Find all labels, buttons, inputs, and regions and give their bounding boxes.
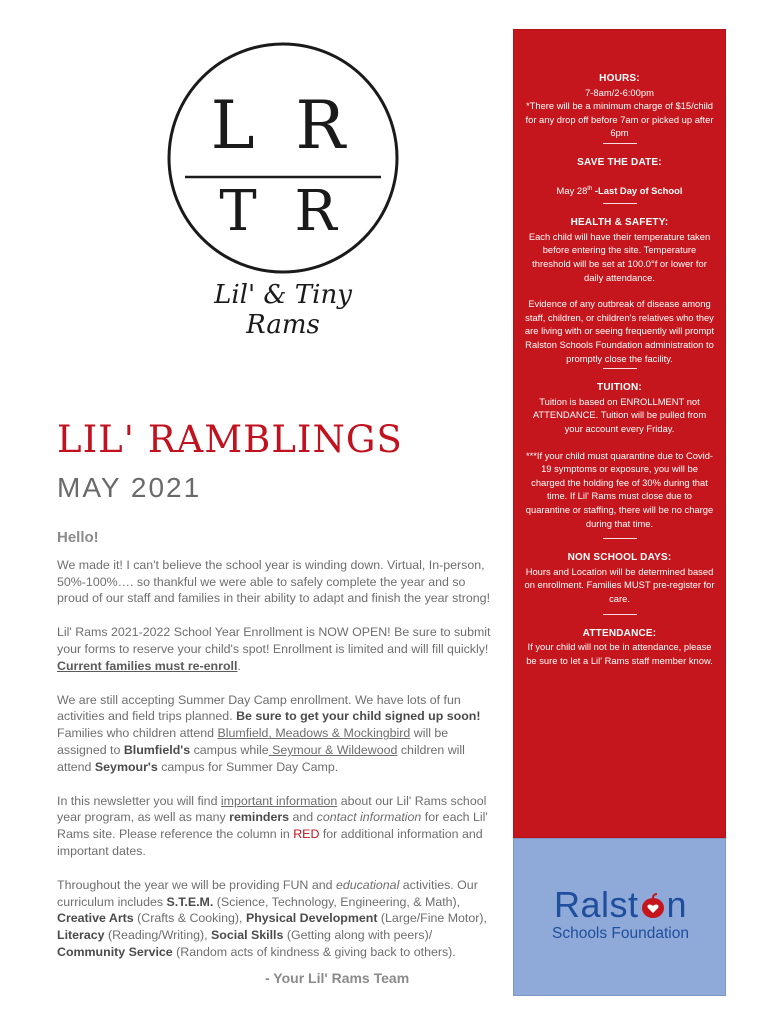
divider	[603, 368, 637, 369]
foundation-subtitle: Schools Foundation	[551, 925, 689, 942]
greeting: Hello!	[57, 529, 99, 546]
newsletter-body	[57, 530, 497, 978]
save-date-text: May 28th -Last Day of School	[556, 184, 683, 196]
re-enroll-notice: Current families must re-enroll	[57, 658, 238, 673]
tuition-heading: TUITION:	[597, 382, 642, 394]
ralston-foundation-logo: Ralst n Schools Foundation	[514, 885, 727, 943]
divider	[603, 614, 637, 615]
hours-note: *There will be a minimum charge of $15/child for any drop off before 7am or picked up after 6pm	[525, 100, 714, 139]
paragraph-newsletter-info: In this newsletter you will find important information about our Lil' Rams school year program, as well as many reminders and contact information for each Lil' Rams site. Please reference the column in RED for additional information and important dates.	[57, 793, 488, 858]
newsletter-title: LIL' RAMBLINGS	[57, 418, 403, 461]
health-safety-section	[514, 216, 725, 369]
save-date-heading: SAVE THE DATE:	[577, 156, 662, 168]
non-school-days-section	[514, 551, 725, 614]
logo-line1: L R	[210, 87, 356, 164]
newsletter-date: MAY 2021	[57, 472, 202, 503]
tuition-quarantine-text: ***If your child must quarantine due to Covid-19 symptoms or exposure, you will be charged the holding fee of 30% during that time. If Lil' Rams must close due to quarantine or staffing, there will be no charge during that time.	[525, 449, 714, 529]
paragraph-curriculum: Throughout the year we will be providing FUN and educational activities. Our curriculum includes S.T.E.M. (Science, Technology, Engineering, & Math), Creative Arts (Crafts & Cooking), Physical Development (Large/Fine Motor), Literacy (Reading/Writing), Social Skills (Getting along with peers)/ Community Service (Random acts of kindness & giving back to others).	[57, 877, 487, 959]
hours-times: 7-8am/2-6:00pm	[585, 86, 654, 98]
logo-script-line1: Lil' & Tiny	[214, 280, 352, 310]
paragraph-intro: We made it! I can't believe the school year is winding down. Virtual, In-person, 50%-100%…. so thankful we were able to safely complete the year and so proud of our staff and families in their ability to adapt and finish the year strong!	[57, 557, 491, 606]
health-safety-heading: HEALTH & SAFETY:	[570, 217, 669, 229]
hours-heading: HOURS:	[599, 73, 640, 84]
non-school-days-heading: NON SCHOOL DAYS:	[567, 552, 672, 564]
hours-section	[514, 72, 725, 144]
paragraph-summer-camp: We are still accepting Summer Day Camp enrollment. We have lots of fun activities and field trips planned. Be sure to get your child signed up soon! Families who children attend Blumfield, Meadows & Mockingbird will be assigned to Blumfield's campus while Seymour & Wildewood children will attend Seymour's campus for Summer Day Camp.	[57, 692, 481, 774]
apple-heart-icon	[640, 893, 666, 919]
paragraph-enrollment: Lil' Rams 2021-2022 School Year Enrollment is NOW OPEN! Be sure to submit your forms to reserve your child's spot! Enrollment is limited and will fill quickly! Current families must re-enroll.	[57, 625, 491, 673]
attendance-text: If your child will not be in attendance, please be sure to let a Lil' Rams staff member know.	[526, 641, 713, 666]
divider	[603, 203, 637, 204]
save-date-section	[514, 156, 725, 204]
logo-line2: T R	[219, 179, 347, 244]
health-temperature-text: Each child will have their temperature taken before entering the site. Temperature threshold will be set at 100.0°f or lower for daily attendance.	[528, 230, 711, 283]
non-school-days-text: Hours and Location will be determined based on enrollment. Families MUST pre-register for care.	[524, 565, 715, 604]
logo-script-line2: Rams	[246, 310, 320, 340]
attendance-section	[514, 627, 725, 668]
signature: - Your Lil' Rams Team	[265, 970, 410, 986]
divider	[603, 538, 637, 539]
tuition-section	[514, 381, 725, 539]
foundation-logo-box	[513, 838, 726, 996]
health-outbreak-text: Evidence of any outbreak of disease among staff, children, or children's relatives who they are living with or seeing frequently will prompt Ralston Schools Foundation administration to promptly close the facility.	[524, 298, 715, 364]
attendance-heading: ATTENDANCE:	[582, 627, 657, 639]
divider	[603, 143, 637, 144]
info-sidebar	[513, 29, 726, 838]
tuition-text: Tuition is based on ENROLLMENT not ATTENDANCE. Tuition will be pulled from your account every Friday.	[532, 395, 707, 434]
lil-tiny-rams-logo	[165, 40, 401, 340]
